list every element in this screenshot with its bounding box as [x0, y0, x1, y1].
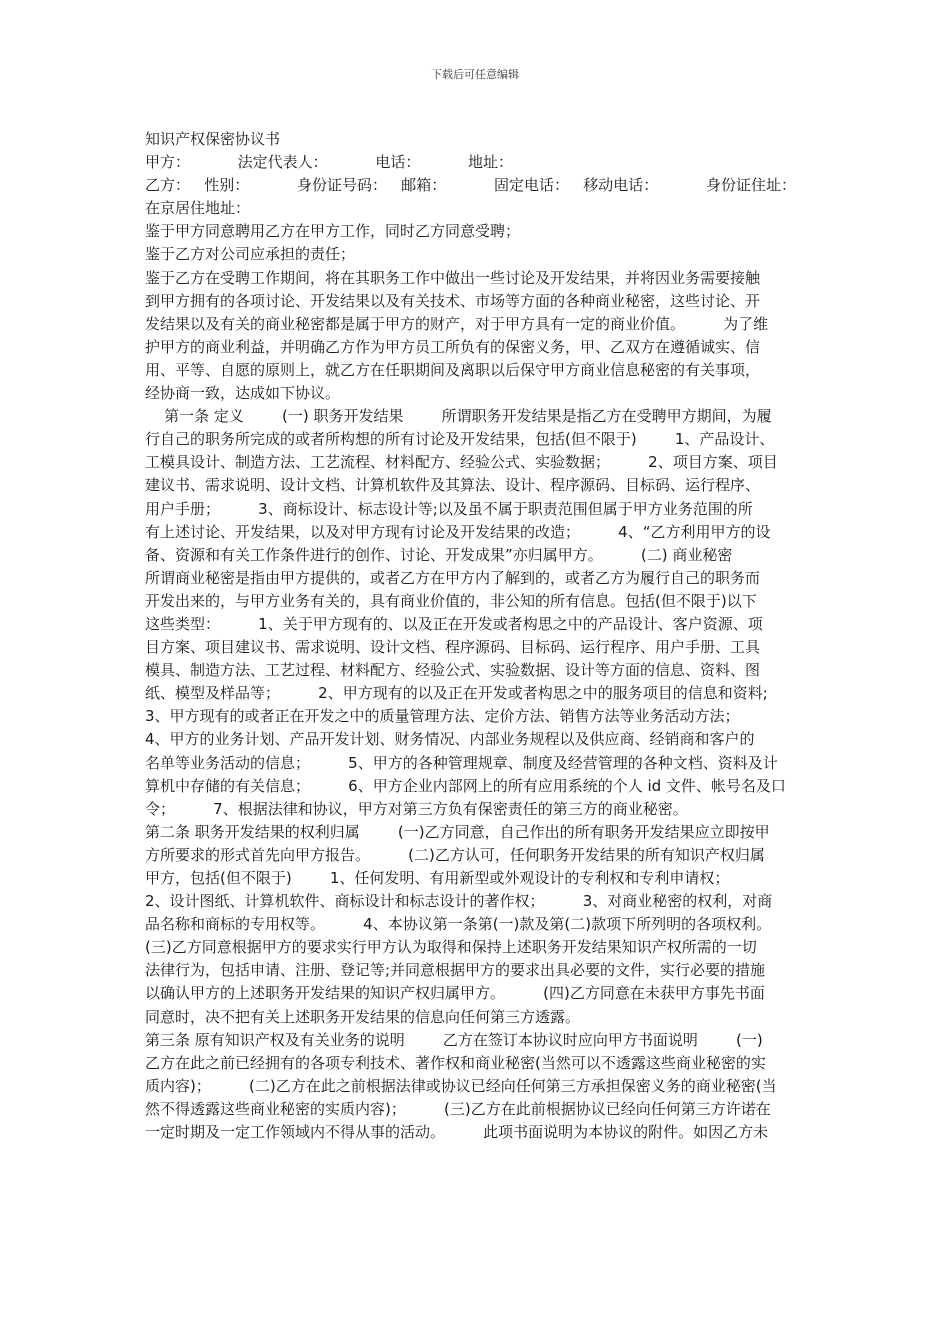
text-line: 鉴于乙方对公司应承担的责任；: [145, 245, 356, 264]
text-line: 同意时，决不把有关上述职务开发结果的信息向任何第三方透露。: [145, 1007, 581, 1026]
text-line: 第二条 职务开发结果的权利归属 (一)乙方同意，自己作出的所有职务开发结果应立即按甲: [145, 822, 770, 841]
text-line: 3、甲方现有的或者正在开发之中的质量管理方法、定价方法、销售方法等业务活动方法；: [145, 707, 740, 726]
text-line: 备、资源和有关工作条件进行的创作、讨论、开发成果”亦归属甲方。 (二) 商业秘密: [145, 545, 733, 564]
text-line: 以确认甲方的上述职务开发结果的知识产权归属甲方。 (四)乙方同意在未获甲方事先书面: [145, 984, 765, 1003]
text-line: 令； 7、根据法律和协议，甲方对第三方负有保密责任的第三方的商业秘密。: [145, 799, 688, 818]
text-line: 法律行为，包括申请、注册、登记等;并同意根据甲方的要求出具必要的文件，实行必要的措施: [145, 961, 766, 980]
text-line: 行自己的职务所完成的或者所构想的所有讨论及开发结果，包括(但不限于) 1、产品设计、: [145, 430, 775, 449]
text-line: 品名称和商标的专用权等。 4、本协议第一条第(一)款及第(二)款项下所列明的各项权利。: [145, 915, 772, 934]
text-line: 工模具设计、制造方法、工艺流程、材料配方、经验公式、实验数据； 2、项目方案、项目: [145, 453, 778, 472]
text-line: 开发出来的，与甲方业务有关的，具有商业价值的，非公知的所有信息。包括(但不限于)以下: [145, 591, 757, 610]
text-line: 鉴于乙方在受聘工作期间，将在其职务工作中做出一些讨论及开发结果，并将因业务需要接触: [145, 268, 761, 287]
text-line: 目方案、项目建议书、需求说明、设计文档、程序源码、目标码、运行程序、用户手册、工具: [145, 638, 761, 657]
document-body: [145, 128, 815, 1144]
text-line: 甲方，包括(但不限于) 1、任何发明、有用新型或外观设计的专利权和专利申请权；: [145, 869, 730, 887]
text-line: 第三条 原有知识产权及有关业务的说明 乙方在签订本协议时应向甲方书面说明 (一): [145, 1030, 763, 1049]
text-line: 乙方在此之前已经拥有的各项专利技术、著作权和商业秘密(当然可以不透露这些商业秘密的实: [145, 1053, 766, 1072]
text-line: 建议书、需求说明、设计文档、计算机软件及其算法、设计、程序源码、目标码、运行程序、: [145, 476, 761, 495]
text-line: 第一条 定义 (一) 职务开发结果 所谓职务开发结果是指乙方在受聘甲方期间，为履: [145, 407, 772, 426]
text-line: 质内容)； (二)乙方在此之前根据法律或协议已经向任何第三方承担保密义务的商业秘密(当: [145, 1076, 777, 1095]
text-line: 经协商一致，达成如下协议。: [145, 384, 341, 403]
page-header: 下载后可任意编辑: [431, 68, 519, 81]
text-line: 乙方： 性别： 身份证号码： 邮箱： 固定电话： 移动电话： 身份证住址：: [145, 176, 796, 195]
document-title: 知识产权保密协议书: [145, 130, 281, 148]
text-line: 名单等业务活动的信息； 5、甲方的各种管理规章、制度及经营管理的各种文档、资料及计: [145, 753, 778, 772]
text-line: 这些类型： 1、关于甲方现有的、以及正在开发或者构思之中的产品设计、客户资源、项: [145, 614, 763, 633]
text-line: 发结果以及有关的商业秘密都是属于甲方的财产，对于甲方具有一定的商业价值。 为了维: [145, 314, 769, 333]
text-line: 4、甲方的业务计划、产品开发计划、财务情况、内部业务规程以及供应商、经销商和客户的: [145, 730, 755, 749]
text-line: 所谓商业秘密是指由甲方提供的，或者乙方在甲方内了解到的，或者乙方为履行自己的职务而: [145, 568, 761, 587]
text-line: 然不得透露这些商业秘密的实质内容)； (三)乙方在此前根据协议已经向任何第三方许诺在: [145, 1099, 771, 1118]
text-line: 一定时期及一定工作领域内不得从事的活动。 此项书面说明为本协议的附件。如因乙方未: [145, 1123, 769, 1142]
text-line: 在京居住地址：: [145, 199, 251, 218]
text-line: 护甲方的商业利益，并明确乙方作为甲方员工所负有的保密义务，甲、乙双方在遵循诚实、信: [145, 337, 761, 356]
text-line: 2、设计图纸、计算机软件、商标设计和标志设计的著作权； 3、对商业秘密的权利，对商: [145, 892, 773, 911]
text-line: 纸、模型及样品等； 2、甲方现有的以及正在开发或者构思之中的服务项目的信息和资料;: [145, 684, 768, 703]
text-line: 甲方： 法定代表人： 电话： 地址：: [145, 153, 514, 172]
text-line: 方所要求的形式首先向甲方报告。 (二)乙方认可，任何职务开发结果的所有知识产权归属: [145, 845, 765, 864]
text-line: 到甲方拥有的各项讨论、开发结果以及有关技术、市场等方面的各种商业秘密，这些讨论、开: [145, 291, 761, 310]
text-line: 用户手册； 3、商标设计、标志设计等;以及虽不属于职责范围但属于甲方业务范围的所: [145, 499, 753, 518]
text-line: 用、平等、自愿的原则上，就乙方在任职期间及离职以后保守甲方商业信息秘密的有关事项，: [145, 360, 761, 379]
text-line: 算机中存储的有关信息； 6、甲方企业内部网上的所有应用系统的个人 id 文件、帐号名及口: [145, 776, 786, 795]
text-line: (三)乙方同意根据甲方的要求实行甲方认为取得和保持上述职务开发结果知识产权所需的一切: [145, 938, 757, 957]
text-line: 鉴于甲方同意聘用乙方在甲方工作，同时乙方同意受聘；: [145, 222, 521, 241]
text-line: 有上述讨论、开发结果，以及对甲方现有讨论及开发结果的改造； 4、“乙方利用甲方的设: [145, 522, 771, 541]
text-line: 模具、制造方法、工艺过程、材料配方、经验公式、实验数据、设计等方面的信息、资料、图: [145, 661, 761, 680]
